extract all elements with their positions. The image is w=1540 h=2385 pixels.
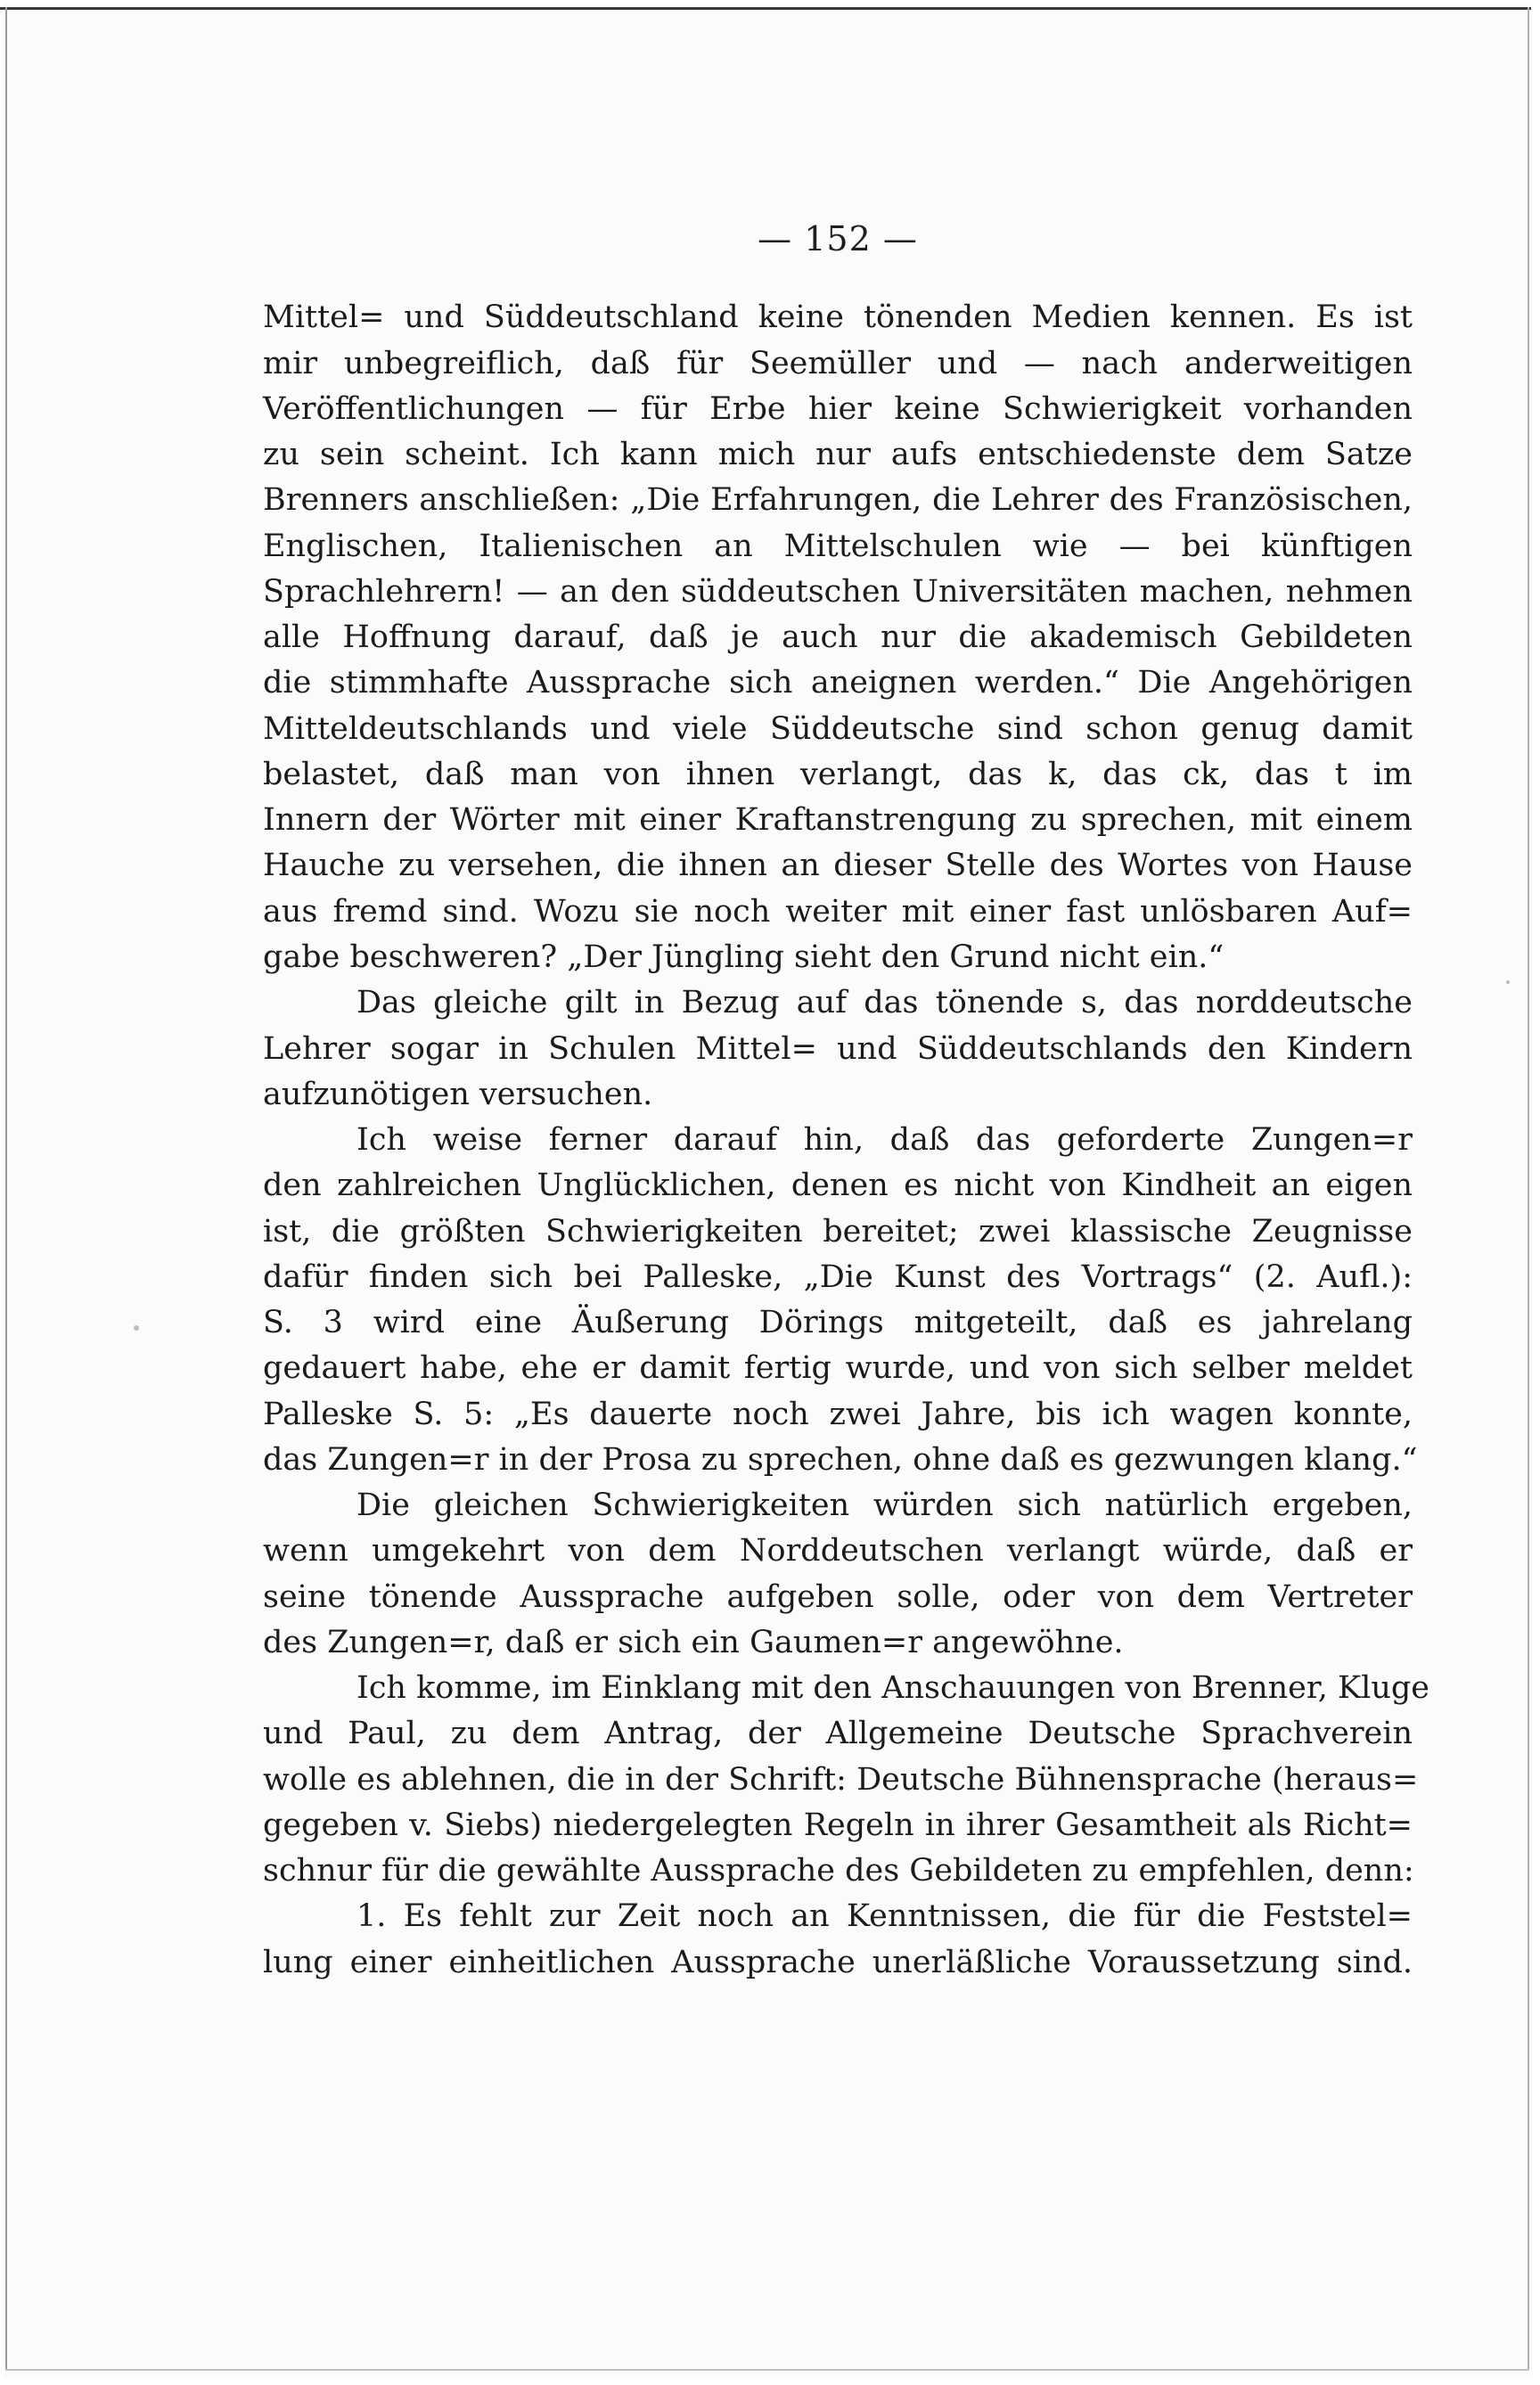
page-number: — 152 — (758, 219, 918, 258)
text-line: ist, die größten Schwierigkeiten bereitet; zwei klassische Zeugnisse (263, 1214, 1413, 1250)
text-line: gedauert habe, ehe er damit fertig wurde, und von sich selber meldet (263, 1350, 1413, 1386)
text-line: 1. Es fehlt zur Zeit noch an Kenntnissen, die für die Feststel= (356, 1898, 1413, 1934)
text-line: Brenners anschließen: „Die Erfahrungen, die Lehrer des Französischen, (263, 482, 1413, 518)
scan-speck (134, 1325, 139, 1331)
text-line: seine tönende Aussprache aufgeben solle, oder von dem Vertreter (263, 1579, 1413, 1615)
text-line: des Zungen=r, daß er sich ein Gaumen=r angewöhne. (263, 1625, 1124, 1660)
text-line: Sprachlehrern! — an den süddeutschen Universitäten machen, nehmen (263, 574, 1413, 610)
text-line: Hauche zu versehen, die ihnen an dieser Stelle des Wortes von Hause (263, 848, 1413, 883)
text-line: zu sein scheint. Ich kann mich nur aufs entschiedenste dem Satze (263, 437, 1413, 472)
text-line: wenn umgekehrt von dem Norddeutschen verlangt würde, daß er (263, 1533, 1413, 1569)
text-line: belastet, daß man von ihnen verlangt, das k, das ck, das t im (263, 757, 1413, 792)
page-edge-left (5, 7, 7, 2371)
text-line: Innern der Wörter mit einer Kraftanstrengung zu sprechen, mit einem (263, 802, 1413, 838)
text-line: Mittel= und Süddeutschland keine tönenden Medien kennen. Es ist (263, 299, 1413, 335)
text-line: Englischen, Italienischen an Mittelschulen wie — bei künftigen (263, 529, 1413, 564)
text-line: das Zungen=r in der Prosa zu sprechen, ohne daß es gezwungen klang.“ (263, 1442, 1418, 1478)
text-line: alle Hoffnung darauf, daß je auch nur die akademisch Gebildeten (263, 619, 1413, 655)
page-edge-right (1528, 7, 1529, 2371)
text-line: aufzunötigen versuchen. (263, 1077, 653, 1112)
text-line: lung einer einheitlichen Aussprache unerläßliche Voraussetzung sind. (263, 1945, 1413, 1980)
text-line: Ich komme, im Einklang mit den Anschauungen von Brenner, Kluge (356, 1670, 1430, 1706)
text-line: dafür finden sich bei Palleske, „Die Kunst des Vortrags“ (2. Aufl.): (263, 1259, 1413, 1295)
text-line: Mitteldeutschlands und viele Süddeutsche sind schon genug damit (263, 711, 1413, 747)
scan-speck (1506, 980, 1510, 984)
text-line: wolle es ablehnen, die in der Schrift: Deutsche Bühnensprache (heraus= (263, 1762, 1419, 1798)
text-line: und Paul, zu dem Antrag, der Allgemeine Deutsche Sprachverein (263, 1716, 1413, 1751)
text-line: Palleske S. 5: „Es dauerte noch zwei Jahre, bis ich wagen konnte, (263, 1397, 1413, 1432)
page-edge-top (0, 7, 1531, 10)
text-line: Das gleiche gilt in Bezug auf das tönende s, das norddeutsche (356, 985, 1413, 1020)
text-line: Veröffentlichungen — für Erbe hier keine Schwierigkeit vorhanden (263, 391, 1413, 427)
text-line: den zahlreichen Unglücklichen, denen es nicht von Kindheit an eigen (263, 1168, 1413, 1203)
page-edge-bottom (5, 2369, 1529, 2371)
text-line: aus fremd sind. Wozu sie noch weiter mit einer fast unlösbaren Auf= (263, 894, 1413, 930)
text-line: Lehrer sogar in Schulen Mittel= und Süddeutschlands den Kindern (263, 1031, 1413, 1067)
text-line: mir unbegreiflich, daß für Seemüller und — nach anderweitigen (263, 346, 1413, 381)
text-line: schnur für die gewählte Aussprache des Gebildeten zu empfehlen, denn: (263, 1853, 1414, 1889)
text-line: S. 3 wird eine Äußerung Dörings mitgeteilt, daß es jahrelang (263, 1305, 1413, 1340)
text-line: die stimmhafte Aussprache sich aneignen werden.“ Die Angehörigen (263, 665, 1413, 701)
text-line: gegeben v. Siebs) niedergelegten Regeln in ihrer Gesamtheit als Richt= (263, 1807, 1413, 1843)
text-line: Die gleichen Schwierigkeiten würden sich natürlich ergeben, (356, 1488, 1413, 1523)
text-line: Ich weise ferner darauf hin, daß das geforderte Zungen=r (356, 1122, 1413, 1158)
text-line: gabe beschweren? „Der Jüngling sieht den Grund nicht ein.“ (263, 939, 1225, 975)
